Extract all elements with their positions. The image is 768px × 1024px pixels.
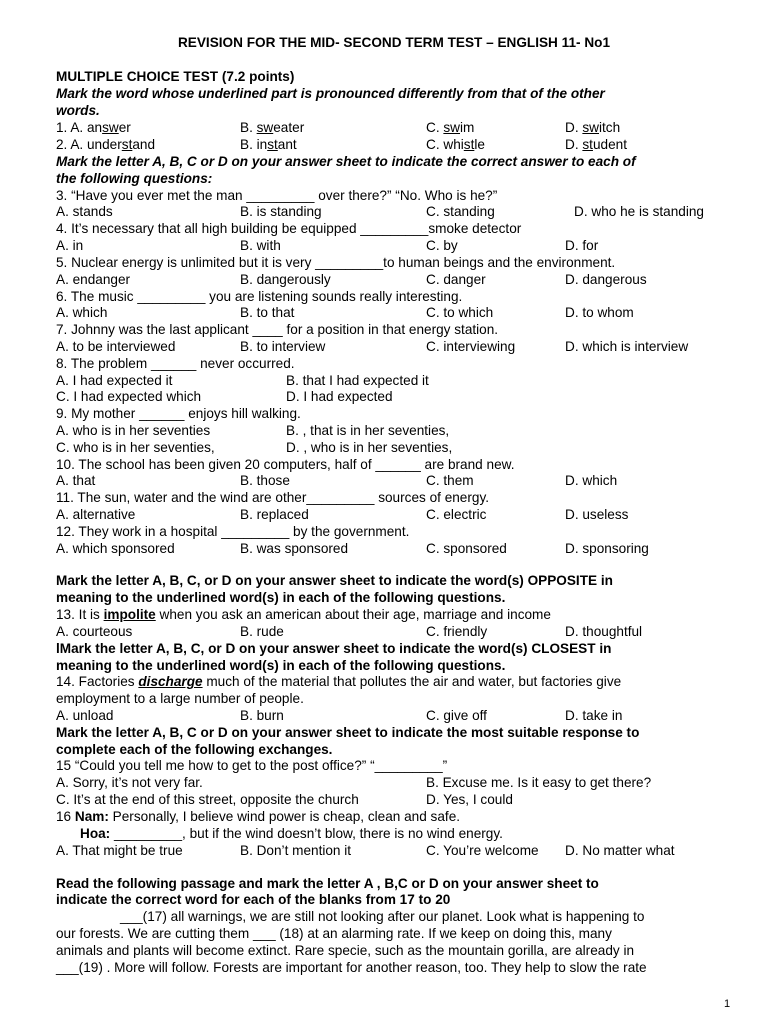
passage-line-2: our forests. We are cutting them ___ (18) at an alarming rate. If we keep on doing this, many	[56, 926, 612, 941]
q10-option-a: A. that	[56, 473, 96, 488]
q16-option-b: B. Don’t mention it	[240, 843, 352, 858]
q14-option-d: D. take in	[565, 708, 623, 723]
q6-option-b: B. to that	[240, 305, 295, 320]
q8-option-c: C. I had expected which	[56, 389, 202, 404]
instruction-5-cont: complete each of the following exchanges.	[56, 742, 333, 757]
q3-option-b: B. is standing	[240, 204, 322, 219]
q10-option-c: C. them	[426, 473, 474, 488]
q11-option-b: B. replaced	[240, 507, 309, 522]
q2-option-d: D. student	[565, 137, 627, 152]
q16-option-c: C. You’re welcome	[426, 843, 539, 858]
q6-option-c: C. to which	[426, 305, 494, 320]
q14-option-b: B. burn	[240, 708, 284, 723]
passage-line-4: ___(19) . More will follow. Forests are important for another reason, too. They help to slow the rate	[56, 960, 647, 975]
q2-option-a: 2. A. understand	[56, 137, 156, 152]
q5-option-b: B. dangerously	[240, 272, 331, 287]
q4-option-a: A. in	[56, 238, 84, 253]
q13-option-b: B. rude	[240, 624, 284, 639]
q7-option-a: A. to be interviewed	[56, 339, 176, 354]
q13-option-c: C. friendly	[426, 624, 488, 639]
q7-option-b: B. to interview	[240, 339, 326, 354]
passage-line-3: animals and plants will become extinct. Rare specie, such as the mountain gorilla, are already in	[56, 943, 635, 958]
q11-option-a: A. alternative	[56, 507, 136, 522]
q3-option-a: A. stands	[56, 204, 113, 219]
q6-option-d: D. to whom	[565, 305, 634, 320]
question-10: 10. The school has been given 20 computers, half of ______ are brand new.	[56, 457, 515, 472]
q11-option-c: C. electric	[426, 507, 487, 522]
question-14-cont: employment to a large number of people.	[56, 691, 304, 706]
question-5: 5. Nuclear energy is unlimited but it is very _________to human beings and the environment.	[56, 255, 616, 270]
q5-option-c: C. danger	[426, 272, 486, 287]
q1-option-a: 1. A. answer	[56, 120, 131, 135]
instruction-3: Mark the letter A, B, C, or D on your answer sheet to indicate the word(s) OPPOSITE in	[56, 573, 613, 588]
q9-option-a: A. who is in her seventies	[56, 423, 211, 438]
question-15: 15 “Could you tell me how to get to the post office?” “_________”	[56, 758, 448, 773]
q15-option-a: A. Sorry, it’s not very far.	[56, 775, 203, 790]
instruction-6: Read the following passage and mark the letter A , B,C or D on your answer sheet to	[56, 876, 599, 891]
q1-option-d: D. switch	[565, 120, 621, 135]
q10-option-b: B. those	[240, 473, 290, 488]
q11-option-d: D. useless	[565, 507, 629, 522]
question-7: 7. Johnny was the last applicant ____ for a position in that energy station.	[56, 322, 499, 337]
page-number: 1	[724, 998, 731, 1010]
q2-option-c: C. whistle	[426, 137, 485, 152]
q2-option-b: B. instant	[240, 137, 297, 152]
question-16-line-2: Hoa: _________, but if the wind doesn’t blow, there is no wind energy.	[80, 826, 503, 841]
passage-line-1: ___(17) all warnings, we are still not looking after our planet. Look what is happening to	[120, 909, 645, 924]
q9-option-d: D. , who is in her seventies,	[286, 440, 453, 455]
q14-option-c: C. give off	[426, 708, 487, 723]
q15-option-d: D. Yes, I could	[426, 792, 513, 807]
instruction-4-cont: meaning to the underlined word(s) in each of the following questions.	[56, 658, 506, 673]
q14-option-a: A. unload	[56, 708, 114, 723]
q4-option-d: D. for	[565, 238, 599, 253]
question-16-line-1: 16 Nam: Personally, I believe wind power is cheap, clean and safe.	[56, 809, 461, 824]
q5-option-a: A. endanger	[56, 272, 131, 287]
q16-option-d: D. No matter what	[565, 843, 675, 858]
question-9: 9. My mother ______ enjoys hill walking.	[56, 406, 301, 421]
q5-option-d: D. dangerous	[565, 272, 647, 287]
q9-option-c: C. who is in her seventies,	[56, 440, 215, 455]
q15-option-b: B. Excuse me. Is it easy to get there?	[426, 775, 652, 790]
q13-option-a: A. courteous	[56, 624, 133, 639]
q7-option-d: D. which is interview	[565, 339, 689, 354]
q3-option-d: D. who he is standing	[574, 204, 704, 219]
question-3: 3. “Have you ever met the man _________ over there?” “No. Who is he?”	[56, 188, 498, 203]
q4-option-b: B. with	[240, 238, 281, 253]
q8-option-b: B. that I had expected it	[286, 373, 429, 388]
question-14: 14. Factories discharge much of the material that pollutes the air and water, but factories give	[56, 674, 622, 689]
question-13: 13. It is impolite when you ask an american about their age, marriage and income	[56, 607, 551, 622]
q8-option-a: A. I had expected it	[56, 373, 173, 388]
q1-option-c: C. swim	[426, 120, 475, 135]
q6-option-a: A. which	[56, 305, 108, 320]
q16-option-a: A. That might be true	[56, 843, 183, 858]
instruction-1-cont: words.	[56, 103, 100, 118]
q9-option-b: B. , that is in her seventies,	[286, 423, 450, 438]
q8-option-d: D. I had expected	[286, 389, 393, 404]
page-title: REVISION FOR THE MID- SECOND TERM TEST – ENGLISH 11- No1	[177, 35, 611, 50]
instruction-4: lMark the letter A, B, C, or D on your answer sheet to indicate the word(s) CLOSEST in	[56, 641, 612, 656]
question-6: 6. The music _________ you are listening sounds really interesting.	[56, 289, 463, 304]
q12-option-d: D. sponsoring	[565, 541, 649, 556]
instruction-1: Mark the word whose underlined part is pronounced differently from that of the other	[56, 86, 605, 101]
q1-option-b: B. sweater	[240, 120, 305, 135]
q10-option-d: D. which	[565, 473, 618, 488]
question-4: 4. It’s necessary that all high building be equipped _________smoke detector	[56, 221, 522, 236]
instruction-3-cont: meaning to the underlined word(s) in each of the following questions.	[56, 590, 506, 605]
q13-option-d: D. thoughtful	[565, 624, 643, 639]
q3-option-c: C. standing	[426, 204, 495, 219]
question-11: 11. The sun, water and the wind are other_________ sources of energy.	[56, 490, 490, 505]
instruction-5: Mark the letter A, B, C or D on your answer sheet to indicate the most suitable response to	[56, 725, 640, 740]
q15-option-c: C. It’s at the end of this street, opposite the church	[56, 792, 359, 807]
section-heading: MULTIPLE CHOICE TEST (7.2 points)	[56, 69, 295, 84]
instruction-2: Mark the letter A, B, C or D on your answer sheet to indicate the correct answer to each of	[56, 154, 636, 169]
q12-option-c: C. sponsored	[426, 541, 507, 556]
question-8: 8. The problem ______ never occurred.	[56, 356, 295, 371]
instruction-6-cont: indicate the correct word for each of the blanks from 17 to 20	[56, 892, 451, 907]
q7-option-c: C. interviewing	[426, 339, 516, 354]
question-12: 12. They work in a hospital _________ by the government.	[56, 524, 410, 539]
q12-option-a: A. which sponsored	[56, 541, 175, 556]
q12-option-b: B. was sponsored	[240, 541, 349, 556]
q4-option-c: C. by	[426, 238, 458, 253]
instruction-2-cont: the following questions:	[56, 171, 213, 186]
